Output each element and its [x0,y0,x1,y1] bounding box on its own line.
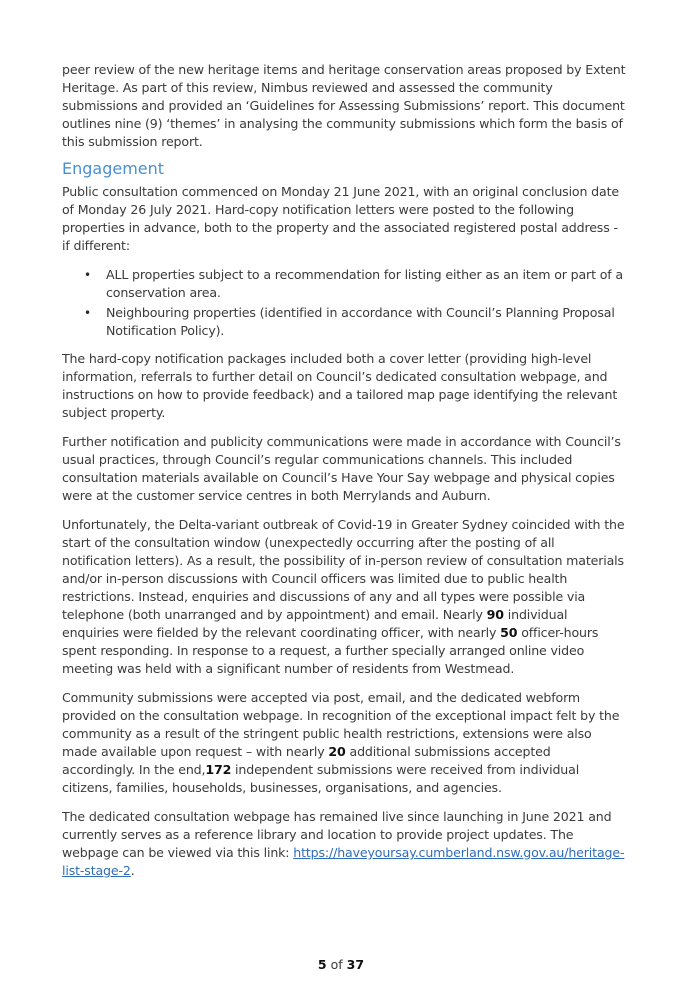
enquiries-count: 90 [486,607,504,622]
submissions-text-1: Community submissions were accepted via post, email, and the dedicated webform provided on the consultation webpage. In recognition of the exceptional impact felt by the community as a result of the stringent public health restrictions, extensions were also made available upon request – with nearly [62,690,620,759]
total-pages-number: 37 [346,957,365,972]
webpage-text-end: . [130,863,135,878]
publicity-paragraph: Further notification and publicity communications were made in accordance with Council’s usual practices, through Council’s regular communications channels. This included consultation materials available on Council’s Have Your Say webpage and physical copies were at the customer service centres in both Merrylands and Auburn. [62,434,621,503]
covid-text-2: individual enquiries were fielded by the relevant coordinating officer, with nearly [62,607,568,640]
submissions-text-3: independent submissions were received from individual citizens, families, households, businesses, organisations, and agencies. [62,762,580,795]
bullet-icon: • [84,268,91,282]
covid-text-3: officer-hours spent responding. In response to a request, a further specially arranged online video meeting was held with a significant number of residents from Westmead. [62,625,599,676]
extension-submissions-count: 20 [328,744,346,759]
notification-packages-paragraph: The hard-copy notification packages included both a cover letter (providing high-level information, referrals to further detail on Council’s dedicated consultation webpage, and instructions on how to provide feedback) and a tailored map page identifying the relevant subject property. [62,351,618,420]
submissions-paragraph [62,689,627,797]
page-of-label: of [330,957,343,972]
webpage-paragraph [62,808,627,880]
notification-list [62,266,627,340]
list-item-text: Neighbouring properties (identified in accordance with Council’s Planning Proposal Notification Policy). [106,305,615,338]
covid-impact-paragraph [62,516,627,678]
officer-hours-count: 50 [500,625,518,640]
list-item [84,304,627,340]
page-footer [0,957,682,972]
consultation-dates-paragraph: Public consultation commenced on Monday 21 June 2021, with an original conclusion date of Monday 26 July 2021. Hard-copy notification letters were posted to the following properties in advance, both to the property and the associated registered postal address - if different: [62,184,619,253]
total-submissions-count: 172 [205,762,232,777]
current-page-number: 5 [317,957,327,972]
intro-paragraph: peer review of the new heritage items and heritage conservation areas proposed by Extent Heritage. As part of this review, Nimbus reviewed and assessed the community submissions and provided an ‘Guidelines for Assessing Submissions’ report. This document outlines nine (9) ‘themes’ in analysing the community submissions which form the basis of this submission report. [62,62,626,149]
document-page [62,61,627,891]
list-item-text: ALL properties subject to a recommendation for listing either as an item or part of a conservation area. [106,267,623,300]
covid-text-1: Unfortunately, the Delta-variant outbreak of Covid-19 in Greater Sydney coincided with the start of the consultation window (unexpectedly occurring after the posting of all notification letters). As a result, the possibility of in-person review of consultation materials and/or in-person discussions with Council officers was limited due to public health restrictions. Instead, enquiries and discussions of any and all types were possible via telephone (both unarranged and by appointment) and email. Nearly [62,517,625,622]
list-item [84,266,627,302]
submissions-text-2: additional submissions accepted accordingly. In the end, [62,744,551,777]
have-your-say-link[interactable]: https://haveyoursay.cumberland.nsw.gov.au/heritage-list-stage-2 [62,845,625,878]
section-heading-engagement: Engagement [62,159,165,178]
webpage-text: The dedicated consultation webpage has remained live since launching in June 2021 and currently serves as a reference library and location to provide project updates. The webpage can be viewed via this link: [62,809,612,860]
bullet-icon: • [84,306,91,320]
